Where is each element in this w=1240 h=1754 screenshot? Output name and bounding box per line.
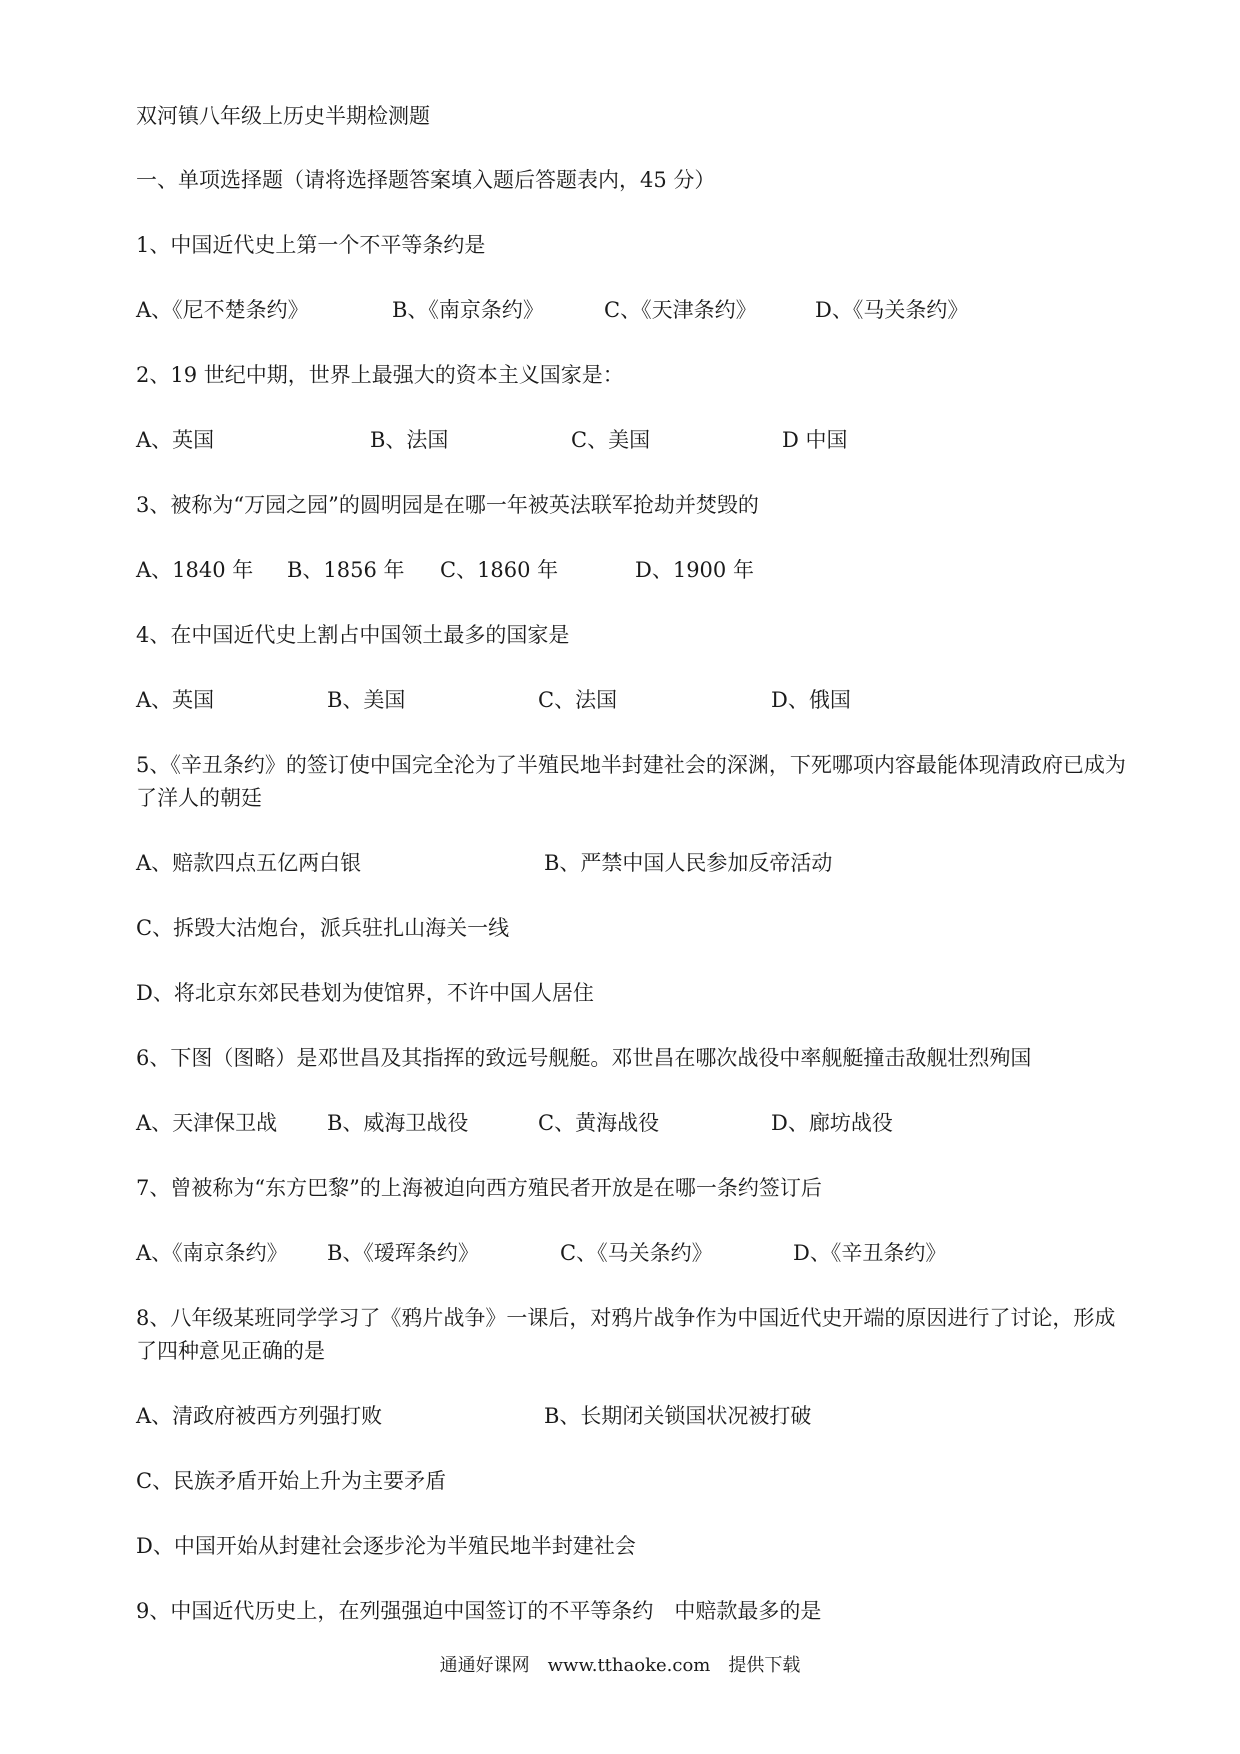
question-4-option-b: B、美国 <box>327 688 406 712</box>
question-4-option-c: C、法国 <box>538 688 618 712</box>
section-heading: 一、单项选择题（请将选择题答案填入题后答题表内，45 分） <box>136 168 716 192</box>
question-6-option-b: B、威海卫战役 <box>327 1111 469 1135</box>
question-2-option-a: A、英国 <box>136 428 215 452</box>
question-7-option-b: B、《瑷珲条约》 <box>327 1241 479 1265</box>
question-5-option-a: A、赔款四点五亿两白银 <box>136 851 362 875</box>
question-9-stem: 9、中国近代历史上，在列强强迫中国签订的不平等条约 中赔款最多的是 <box>136 1599 822 1623</box>
question-2-stem: 2、19 世纪中期，世界上最强大的资本主义国家是： <box>136 363 624 387</box>
page-title: 双河镇八年级上历史半期检测题 <box>136 104 430 128</box>
question-6-option-a: A、天津保卫战 <box>136 1111 278 1135</box>
question-4-option-a: A、英国 <box>136 688 215 712</box>
question-2-option-b: B、法国 <box>370 428 449 452</box>
question-7-option-a: A、《南京条约》 <box>136 1241 288 1265</box>
question-6-stem: 6、下图（图略）是邓世昌及其指挥的致远号舰艇。邓世昌在哪次战役中率舰艇撞击敌舰壮烈殉国 <box>136 1046 1032 1070</box>
question-1-option-d: D、《马关条约》 <box>815 298 969 322</box>
question-3-option-b: B、1856 年 <box>287 558 405 582</box>
question-4-option-d: D、俄国 <box>771 688 851 712</box>
question-5-option-b: B、严禁中国人民参加反帝活动 <box>544 851 833 875</box>
question-5-stem: 5、《辛丑条约》的签订使中国完全沦为了半殖民地半封建社会的深渊，下死哪项内容最能体现清政府已成为了洋人的朝廷 <box>136 753 1126 810</box>
question-3-option-c: C、1860 年 <box>440 558 559 582</box>
question-8-option-d: D、中国开始从封建社会逐步沦为半殖民地半封建社会 <box>136 1534 636 1558</box>
question-1-option-b: B、《南京条约》 <box>392 298 544 322</box>
question-3-option-a: A、1840 年 <box>136 558 254 582</box>
question-4-stem: 4、在中国近代史上割占中国领土最多的国家是 <box>136 623 570 647</box>
question-8-option-c: C、民族矛盾开始上升为主要矛盾 <box>136 1469 447 1493</box>
question-7-stem: 7、曾被称为“东方巴黎”的上海被迫向西方殖民者开放是在哪一条约签订后 <box>136 1176 822 1200</box>
question-5-option-d: D、将北京东郊民巷划为使馆界，不许中国人居住 <box>136 981 594 1005</box>
question-8-stem: 8、八年级某班同学学习了《鸦片战争》一课后，对鸦片战争作为中国近代史开端的原因进行了讨论，形成了四种意见正确的是 <box>136 1306 1116 1363</box>
question-2-option-c: C、美国 <box>571 428 651 452</box>
question-1-option-c: C、《天津条约》 <box>604 298 757 322</box>
question-1-option-a: A、《尼不楚条约》 <box>136 298 309 322</box>
question-7-option-d: D、《辛丑条约》 <box>793 1241 947 1265</box>
question-2-option-d: D 中国 <box>782 428 848 452</box>
question-6-option-c: C、黄海战役 <box>538 1111 660 1135</box>
question-3-stem: 3、被称为“万园之园”的圆明园是在哪一年被英法联军抢劫并焚毁的 <box>136 493 759 517</box>
question-3-option-d: D、1900 年 <box>635 558 754 582</box>
question-8-option-a: A、清政府被西方列强打败 <box>136 1404 383 1428</box>
question-6-option-d: D、廊坊战役 <box>771 1111 893 1135</box>
question-1-stem: 1、中国近代史上第一个不平等条约是 <box>136 233 486 257</box>
question-5-option-c: C、拆毁大沽炮台，派兵驻扎山海关一线 <box>136 916 510 940</box>
question-7-option-c: C、《马关条约》 <box>560 1241 713 1265</box>
page-footer: 通通好课网 www.tthaoke.com 提供下载 <box>439 1655 801 1676</box>
question-8-option-b: B、长期闭关锁国状况被打破 <box>544 1404 812 1428</box>
